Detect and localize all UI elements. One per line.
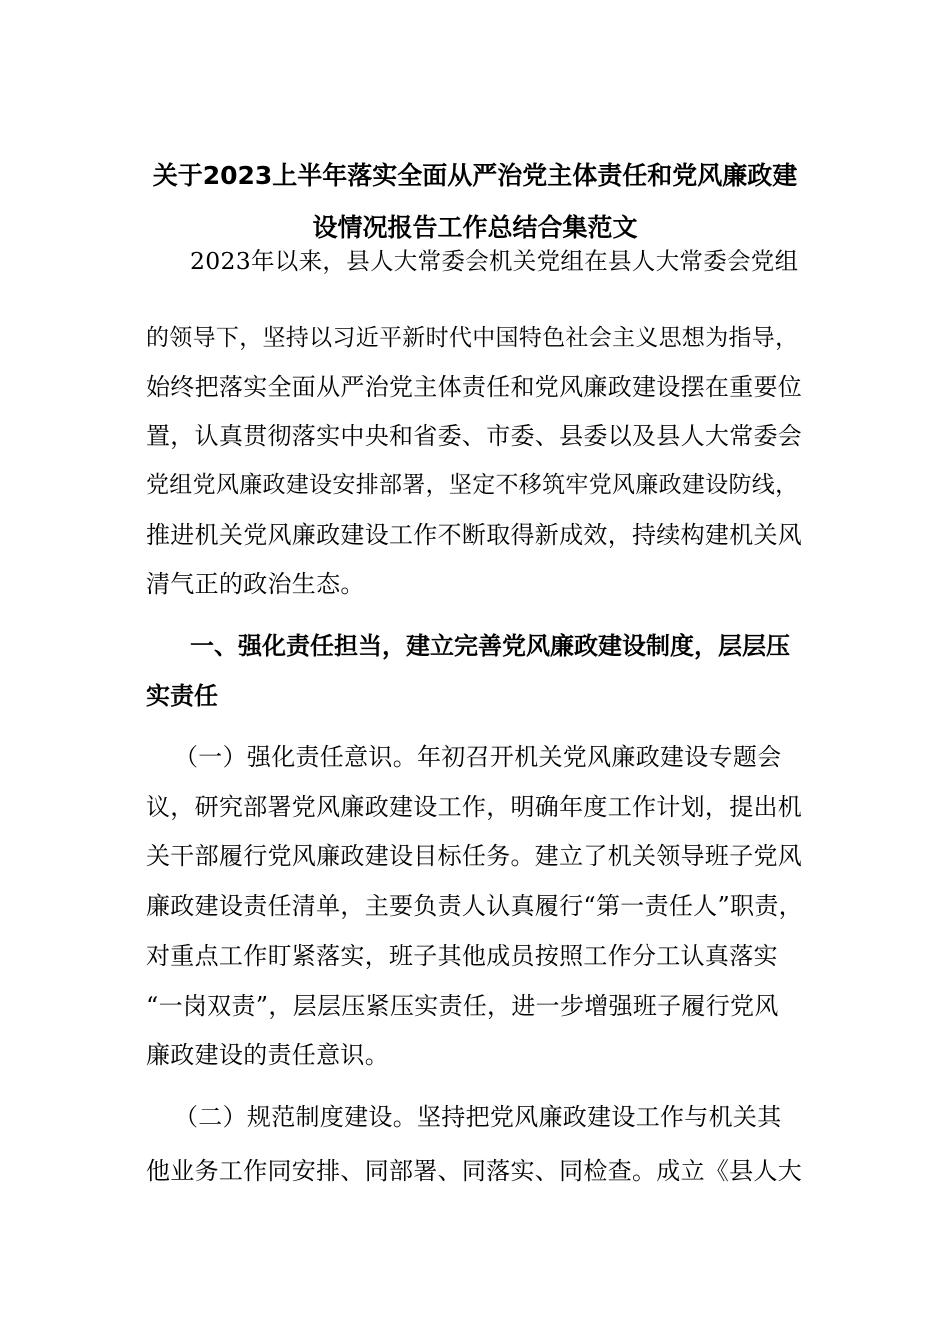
para-1-line-2: 议，研究部署党风廉政建设工作，明确年度工作计划，提出机 bbox=[146, 793, 803, 821]
intro-line-5: 党组党风廉政建设安排部署，坚定不移筑牢党风廉政建设防线， bbox=[146, 472, 799, 498]
intro-line-7: 清气正的政治生态。 bbox=[146, 570, 365, 598]
para-1-line-7: 廉政建设的责任意识。 bbox=[146, 1041, 389, 1069]
document-title-line-2: 设情况报告工作总结合集范文 bbox=[312, 213, 638, 242]
para-1-line-3: 关干部履行党风廉政建设目标任务。建立了机关领导班子党风 bbox=[146, 842, 803, 870]
section-1-heading-line-1: 一、强化责任担当，建立完善党风廉政建设制度，层层压 bbox=[190, 632, 790, 660]
para-1-line-6: “一岗双责”，层层压紧压实责任，进一步增强班子履行党风 bbox=[146, 992, 779, 1020]
para-2-line-1: （二）规范制度建设。坚持把党风廉政建设工作与机关其 bbox=[174, 1103, 782, 1131]
section-1-heading-line-2: 实责任 bbox=[146, 682, 218, 710]
para-2-line-2: 他业务工作同安排、同部署、同落实、同检查。成立《县人大 bbox=[146, 1157, 803, 1185]
intro-line-4: 置，认真贯彻落实中央和省委、市委、县委以及县人大常委会 bbox=[146, 422, 803, 450]
intro-line-1: 2023年以来，县人大常委会机关党组在县人大常委会党组 bbox=[190, 247, 799, 275]
intro-line-6: 推进机关党风廉政建设工作不断取得新成效，持续构建机关风 bbox=[146, 521, 803, 549]
document-title-line-1: 关于2023上半年落实全面从严治党主体责任和党风廉政建 bbox=[152, 161, 798, 190]
para-1-line-4: 廉政建设责任清单，主要负责人认真履行“第一责任人”职责， bbox=[146, 892, 803, 920]
para-1-line-5: 对重点工作盯紧落实，班子其他成员按照工作分工认真落实 bbox=[146, 942, 778, 970]
para-1-line-1: （一）强化责任意识。年初召开机关党风廉政建设专题会 bbox=[174, 743, 782, 771]
intro-line-3: 始终把落实全面从严治党主体责任和党风廉政建设摆在重要位 bbox=[146, 373, 803, 401]
intro-line-2: 的领导下，坚持以习近平新时代中国特色社会主义思想为指导， bbox=[146, 325, 799, 351]
